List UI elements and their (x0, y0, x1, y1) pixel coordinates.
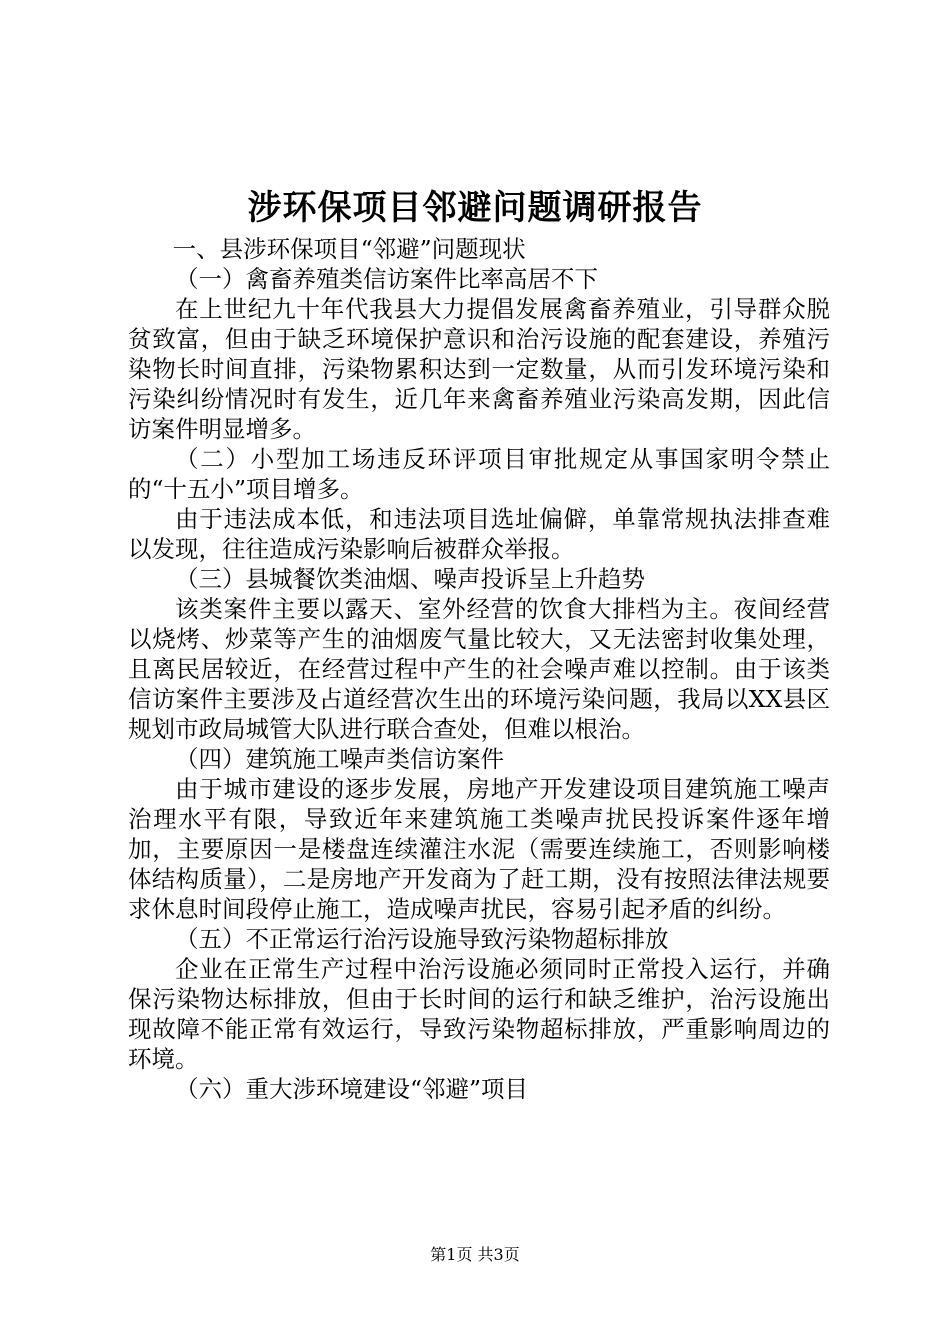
paragraph-5: 企业在正常生产过程中治污设施必须同时正常投入运行，并确保污染物达标排放，但由于长时间的运行和缺乏维护，治污设施出现故障不能正常有效运行，导致污染物超标排放，严重影响周边的环境。 (128, 955, 830, 1073)
section-heading: 一、县涉环保项目“邻避”问题现状 (172, 235, 526, 263)
paragraph-3: 该类案件主要以露天、室外经营的饮食大排档为主。夜间经营以烧烤、炒菜等产生的油烟废气量比较大，又无法密封收集处理，且离民居较近，在经营过程中产生的社会噪声难以控制。由于该类信访案件主要涉及占道经营次生出的环境污染问题，我局以XX县区规划市政局城管大队进行联合查处，但难以根治。 (128, 595, 830, 743)
page-footer: 第1页 共3页 (430, 1245, 520, 1264)
paragraph-1: 在上世纪九十年代我县大力提倡发展禽畜养殖业，引导群众脱贫致富，但由于缺乏环境保护意识和治污设施的配套建设，养殖污染物长时间直排，污染物累积达到一定数量，从而引发环境污染和污染纠纷情况时有发生，近几年来禽畜养殖业污染高发期，因此信访案件明显增多。 (128, 295, 830, 443)
paragraph-4: 由于城市建设的逐步发展，房地产开发建设项目建筑施工噪声治理水平有限，导致近年来建筑施工类噪声扰民投诉案件逐年增加，主要原因一是楼盘连续灌注水泥（需要连续施工，否则影响楼体结构质量），二是房地产开发商为了赶工期，没有按照法律法规要求休息时间段停止施工，造成噪声扰民，容易引起矛盾的纠纷。 (128, 775, 830, 923)
subsection-heading-5: （五）不正常运行治污设施导致污染物超标排放 (175, 925, 669, 953)
subsection-heading-3: （三）县城餐饮类油烟、噪声投诉呈上升趋势 (175, 565, 645, 593)
subsection-heading-1: （一）禽畜养殖类信访案件比率高居不下 (175, 265, 598, 293)
document-body (128, 234, 830, 1104)
document-title: 涉环保项目邻避问题调研报告 (247, 188, 703, 228)
subsection-heading-6: （六）重大涉环境建设“邻避”项目 (175, 1075, 529, 1103)
paragraph-2: 由于违法成本低，和违法项目选址偏僻，单靠常规执法排查难以发现，往往造成污染影响后被群众举报。 (128, 505, 830, 563)
subsection-heading-2: （二）小型加工场违反环评项目审批规定从事国家明令禁止的“十五小”项目增多。 (128, 445, 830, 503)
subsection-heading-4: （四）建筑施工噪声类信访案件 (175, 745, 504, 773)
